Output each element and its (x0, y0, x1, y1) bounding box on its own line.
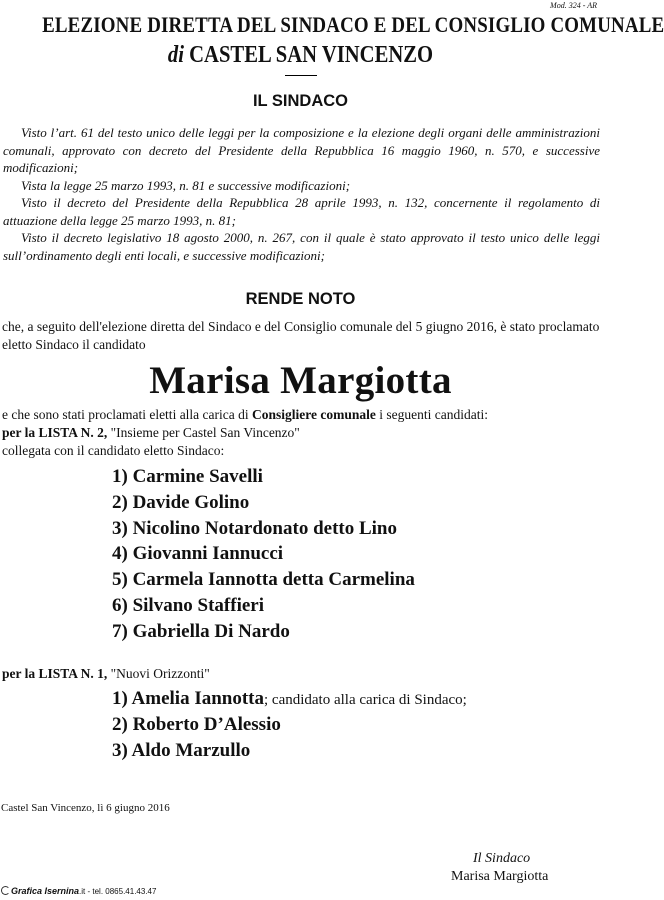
printer-brand: Grafica Isernina (11, 886, 80, 896)
proclamation-paragraph: che, a seguito dell'elezione diretta del Sindaco e del Consiglio comunale del 5 giugno 2016, è stato proclamato eletto Sindaco il candidato (2, 319, 600, 352)
list-item-name: 1) Amelia Iannotta (112, 688, 264, 709)
document-title: ELEZIONE DIRETTA DEL SINDACO E DEL CONSIGLIO COMUNALE (42, 12, 664, 37)
preamble-paragraph: Vista la legge 25 marzo 1993, n. 81 e successive modificazioni; (21, 177, 351, 193)
title-divider (285, 75, 317, 76)
list-1-members (112, 686, 467, 763)
councillors-intro (2, 406, 600, 460)
list-item: 2) Roberto D’Alessio (112, 713, 281, 735)
list-2-name: "Insieme per Castel San Vincenzo" (107, 425, 300, 440)
intro-bold: Consigliere comunale (252, 407, 376, 422)
list-item: 3) Aldo Marzullo (112, 739, 251, 761)
preamble-paragraph: Visto il decreto legislativo 18 agosto 2000, n. 267, con il quale è stato approvato il testo unico delle leggi sull’ordinamento degli enti locali, e successive modificazioni; (3, 230, 600, 263)
list-item: 5) Carmela Iannotta detta Carmelina (112, 569, 415, 591)
list-2-label: per la LISTA N. 2, (2, 425, 108, 440)
signature-role: Il Sindaco (473, 851, 531, 866)
list-1-header (2, 665, 600, 683)
printer-logo-icon (1, 886, 10, 895)
printer-contact: .it - tel. 0865.41.43.47 (79, 887, 157, 896)
list-item (112, 686, 467, 712)
proclamation-text (2, 318, 600, 354)
list-item: 3) Nicolino Notardonato detto Lino (112, 517, 397, 539)
intro-text-end: i seguenti candidati: (375, 407, 488, 422)
municipality-name: CASTEL SAN VINCENZO (189, 42, 434, 68)
legal-preamble (3, 124, 600, 264)
signature-name: Marisa Margiotta (451, 869, 549, 884)
municipality-prefix: di (167, 42, 184, 68)
preamble-paragraph: Visto l’art. 61 del testo unico delle leggi per la composizione e la elezione degli organi delle amministrazioni comunali, approvato con decreto del Presidente della Repubblica 16 maggio 1960, n. 570, e successive modificazioni; (3, 125, 600, 175)
list-item: 7) Gabriella Di Nardo (112, 620, 290, 642)
list-item: 2) Davide Golino (112, 491, 250, 513)
list-item: 4) Giovanni Iannucci (112, 543, 284, 565)
municipality-title (42, 42, 559, 69)
list-1-name: "Nuovi Orizzonti" (107, 666, 210, 681)
place-date: Castel San Vincenzo, lì 6 giugno 2016 (1, 802, 170, 814)
list-1-label: per la LISTA N. 1, (2, 666, 108, 681)
list-item-note: ; candidato alla carica di Sindaco; (264, 692, 467, 708)
printer-credit (1, 886, 156, 896)
preamble-paragraph: Visto il decreto del Presidente della Repubblica 28 aprile 1993, n. 132, concernente il regolamento di attuazione della legge 25 marzo 1993, n. 81; (3, 195, 600, 228)
section-heading-rende-noto: RENDE NOTO (245, 290, 356, 308)
form-code: Mod. 324 - AR (550, 1, 597, 10)
list-item: 6) Silvano Staffieri (112, 594, 264, 616)
elected-mayor: Marisa Margiotta (149, 359, 452, 402)
section-heading-sindaco: IL SINDACO (252, 92, 349, 110)
list-2-note: collegata con il candidato eletto Sindaco: (2, 443, 225, 458)
list-item: 1) Carmine Savelli (112, 466, 263, 487)
intro-text: e che sono stati proclamati eletti alla carica di (2, 407, 253, 422)
list-2-members (112, 464, 415, 645)
